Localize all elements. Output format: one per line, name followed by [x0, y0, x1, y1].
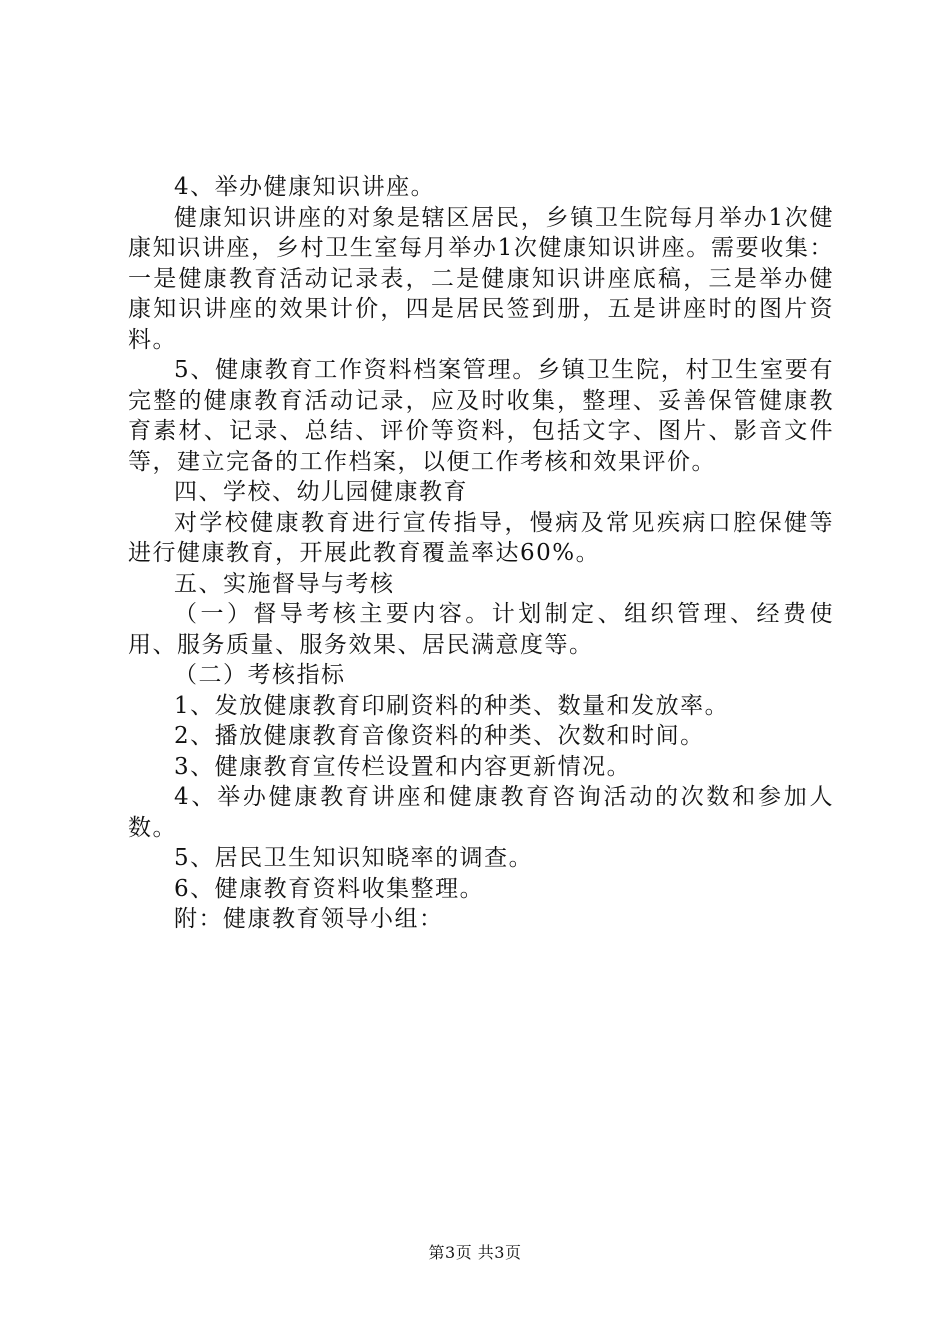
indicator-item-5: 5、居民卫生知识知晓率的调查。 [174, 845, 534, 871]
section-heading-supervision: 五、实施督导与考核 [174, 570, 395, 597]
indicator-item-1: 1、发放健康教育印刷资料的种类、数量和发放率。 [174, 692, 730, 719]
indicator-item-3: 3、健康教育宣传栏设置和内容更新情况。 [174, 753, 632, 780]
indicator-item-6: 6、健康教育资料收集整理。 [174, 875, 485, 902]
paragraph-lecture-details: 健康知识讲座的对象是辖区居民，乡镇卫生院每月举办1次健康知识讲座，乡村卫生室每月举办1次健康知识讲座。需要收集：一是健康教育活动记录表，二是健康知识讲座底稿，三是举办健康知识讲座的效果计价，四是居民签到册，五是讲座时的图片资料。 [128, 204, 834, 353]
page-footer: 第3页 共3页 [428, 1243, 522, 1262]
subsection-heading-indicators: （二）考核指标 [174, 662, 346, 688]
paragraph-school-education: 对学校健康教育进行宣传指导，慢病及常见疾病口腔保健等进行健康教育，开展此教育覆盖率达60%。 [128, 509, 834, 566]
paragraph-supervision-content: （一）督导考核主要内容。计划制定、组织管理、经费使用、服务质量、服务效果、居民满意度等。 [128, 601, 834, 658]
appendix-leadership-group: 附：健康教育领导小组： [174, 906, 444, 932]
section-item-4-lecture: 4、举办健康知识讲座。 [174, 174, 436, 200]
indicator-item-4: 4、举办健康教育讲座和健康教育咨询活动的次数和参加人数。 [128, 784, 834, 841]
indicator-item-2: 2、播放健康教育音像资料的种类、次数和时间。 [174, 723, 705, 749]
document-body [128, 172, 834, 935]
paragraph-archive-management: 5、健康教育工作资料档案管理。乡镇卫生院，村卫生室要有完整的健康教育活动记录，应及时收集，整理、妥善保管健康教育素材、记录、总结、评价等资料，包括文字、图片、影音文件等，建立完备的工作档案，以便工作考核和效果评价。 [128, 357, 834, 475]
section-heading-school-education: 四、学校、幼儿园健康教育 [174, 479, 468, 505]
